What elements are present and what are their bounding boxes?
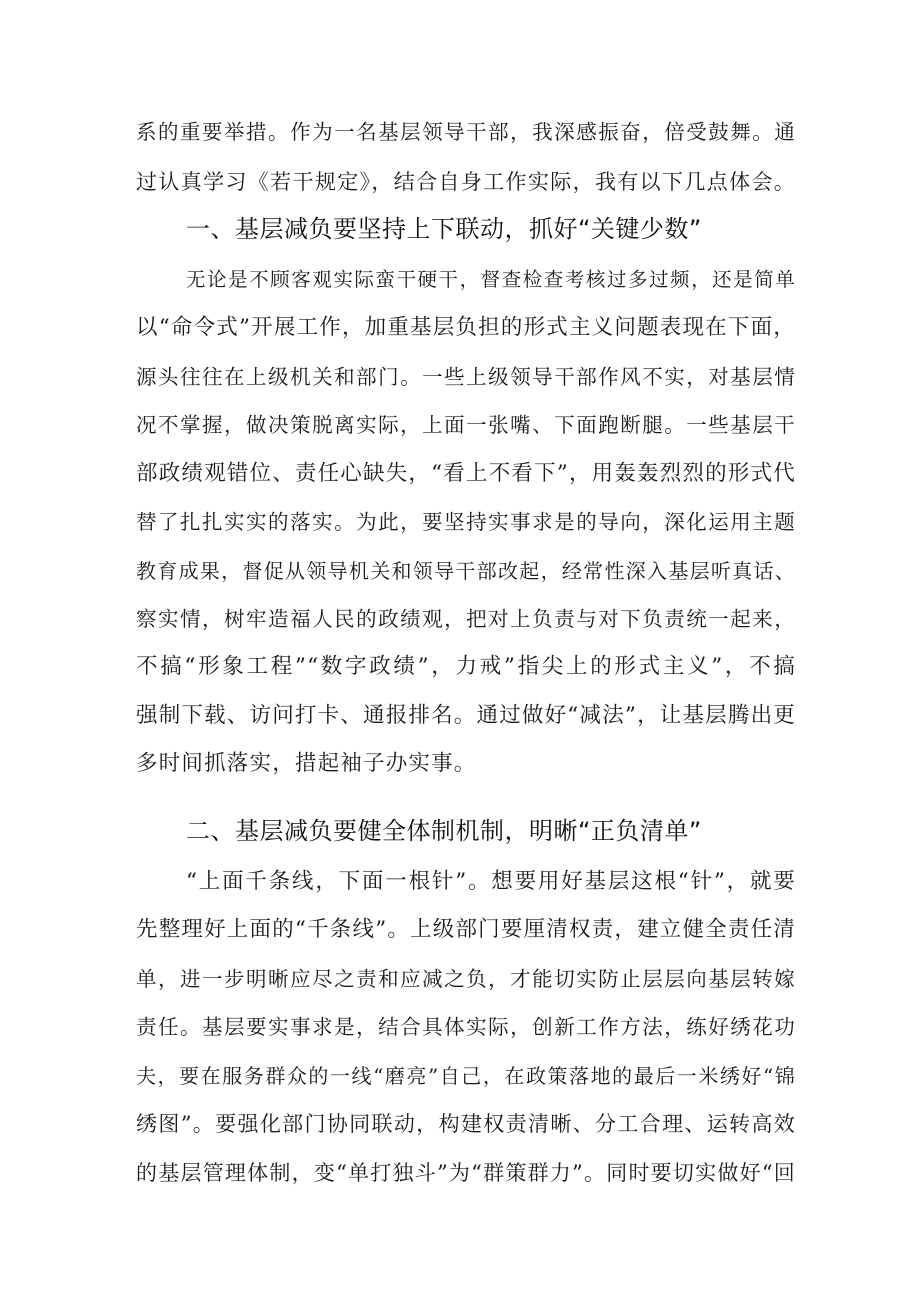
section-1-line-1: 无论是不顾客观实际蛮干硬干，督查检查考核过多过频，还是简单 [186, 268, 796, 291]
section-1-line-8: 察实情，树牢造福人民的政绩观，把对上负责与对下负责统一起来， [136, 607, 796, 631]
section-2-line-4: 责任。基层要实事求是，结合具体实际，创新工作方法，练好绣花功 [136, 1015, 796, 1039]
section-1-line-7: 教育成果，督促从领导机关和领导干部改起，经常性深入基层听真话、 [136, 559, 796, 583]
section-1-line-10: 强制下载、访问打卡、通报排名。通过做好“减法”，让基层腾出更 [136, 703, 796, 728]
intro-line-2: 过认真学习《若干规定》，结合自身工作实际，我有以下几点体会。 [136, 170, 796, 194]
section-2-line-3: 单，进一步明晰应尽之责和应减之负，才能切实防止层层向基层转嫁 [136, 967, 796, 991]
section-1-line-3: 源头往往在上级机关和部门。一些上级领导干部作风不实，对基层情 [136, 365, 796, 389]
section-2-line-6: 绣图”。要强化部门协同联动，构建权责清晰、分工合理、运转高效 [136, 1112, 796, 1136]
intro-line-1: 系的重要举措。作为一名基层领导干部，我深感振奋，倍受鼓舞。通 [136, 120, 796, 144]
section-1-line-2: 以“命令式”开展工作，加重基层负担的形式主义问题表现在下面， [136, 315, 796, 340]
section-2-heading: 二、基层减负要健全体制机制，明晰“正负清单” [186, 817, 702, 845]
section-1-line-5: 部政绩观错位、责任心缺失，“看上不看下”，用轰轰烈烈的形式代 [136, 461, 796, 486]
section-1-line-9: 不搞“形象工程”“数字政绩”，力戒”指尖上的形式主义”，不搞 [136, 654, 796, 679]
section-2-line-2: 先整理好上面的“千条线”。上级部门要厘清权责，建立健全责任清 [136, 917, 796, 942]
section-2-line-5: 夫，要在服务群众的一线“磨亮”自己，在政策落地的最后一米绣好“锦 [136, 1064, 796, 1088]
section-1-heading: 一、基层减负要坚持上下联动，抓好“关键少数” [186, 215, 702, 243]
section-1-line-4: 况不掌握，做决策脱离实际，上面一张嘴、下面跑断腿。一些基层干 [136, 413, 796, 437]
section-1-line-11: 多时间抓落实，措起袖子办实事。 [136, 751, 477, 776]
section-2-line-7: 的基层管理体制，变“单打独斗”为“群策群力”。同时要切实做好“回 [136, 1161, 796, 1185]
section-2-line-1: “上面千条线，下面一根针”。想要用好基层这根“针”，就要 [186, 869, 796, 894]
section-1-line-6: 替了扎扎实实的落实。为此，要坚持实事求是的导向，深化运用主题 [136, 510, 796, 534]
